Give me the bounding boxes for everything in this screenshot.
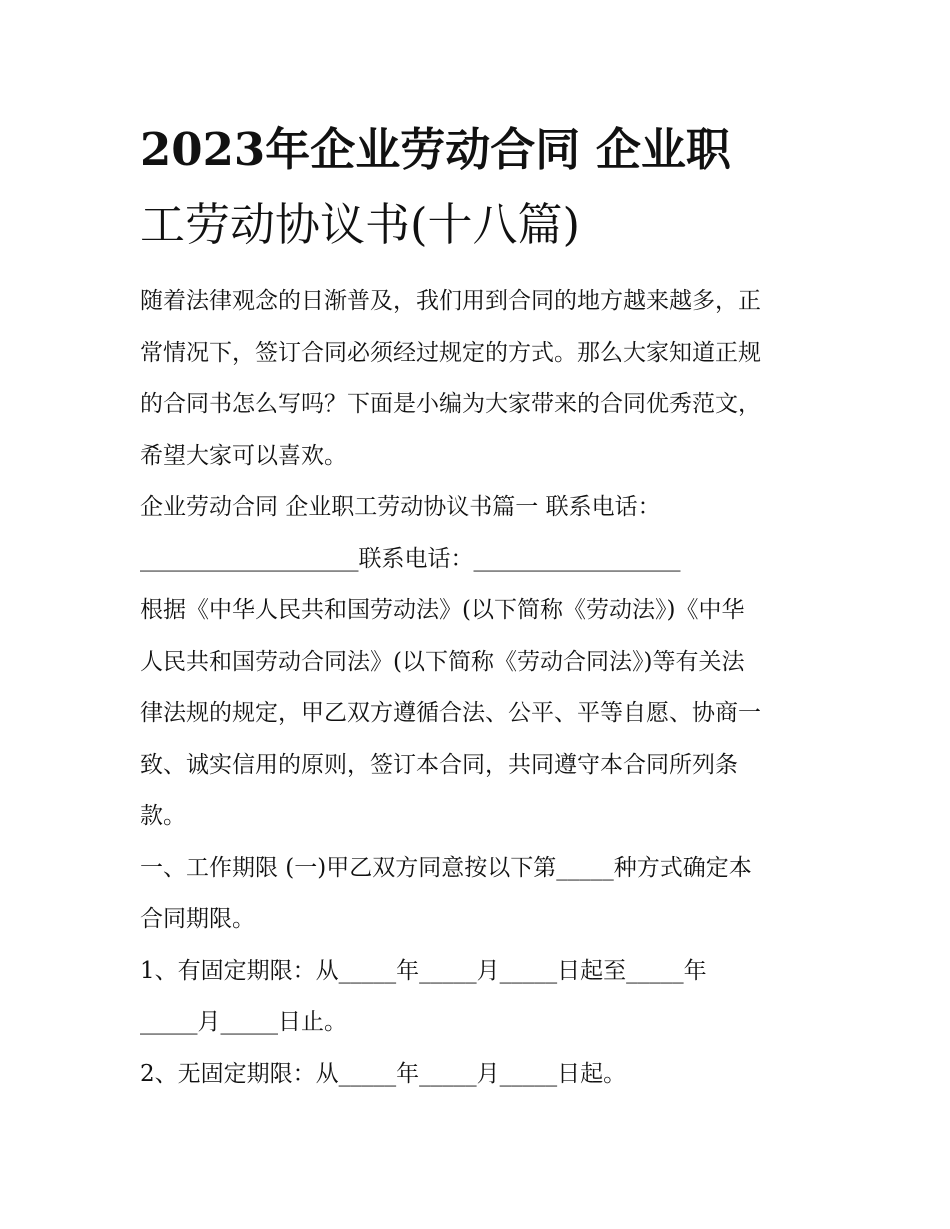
text-line: 根据《中华人民共和国劳动法》(以下简称《劳动法》)《中华 xyxy=(140,597,745,623)
text-line: 随着法律观念的日渐普及，我们用到合同的地方越来越多，正 xyxy=(140,288,761,314)
text-line: 希望大家可以喜欢。 xyxy=(140,442,347,469)
text-line: 致、诚实信用的原则，签订本合同，共同遵守本合同所列条 xyxy=(140,751,738,778)
title-line: 工劳动协议书(十八篇) xyxy=(140,198,581,251)
text-line: 合同期限。 xyxy=(140,906,255,932)
text-line: 款。 xyxy=(140,803,186,829)
text-line: 1、有固定期限：从_____年_____月_____日起至_____年 xyxy=(140,957,707,984)
text-line: 人民共和国劳动合同法》(以下简称《劳动合同法》)等有关法 xyxy=(140,648,745,675)
document-title xyxy=(140,112,820,262)
text-line: ___________________联系电话：__________________ xyxy=(140,545,681,572)
text-line: 的合同书怎么写吗？下面是小编为大家带来的合同优秀范文， xyxy=(140,391,761,417)
text-line: 企业劳动合同 企业职工劳动协议书篇一 联系电话： xyxy=(140,494,661,520)
text-line: 常情况下，签订合同必须经过规定的方式。那么大家知道正规 xyxy=(140,339,761,366)
text-line: _____月_____日止。 xyxy=(140,1009,347,1035)
text-line: 2、无固定期限：从_____年_____月_____日起。 xyxy=(140,1060,627,1087)
text-line: 一、工作期限 (一)甲乙双方同意按以下第_____种方式确定本 xyxy=(140,854,752,881)
document-content xyxy=(140,112,820,1100)
document-body xyxy=(140,276,820,1100)
title-line: 2023年企业劳动合同 企业职 xyxy=(140,123,731,176)
text-line: 律法规的规定，甲乙双方遵循合法、公平、平等自愿、协商一 xyxy=(140,700,761,726)
